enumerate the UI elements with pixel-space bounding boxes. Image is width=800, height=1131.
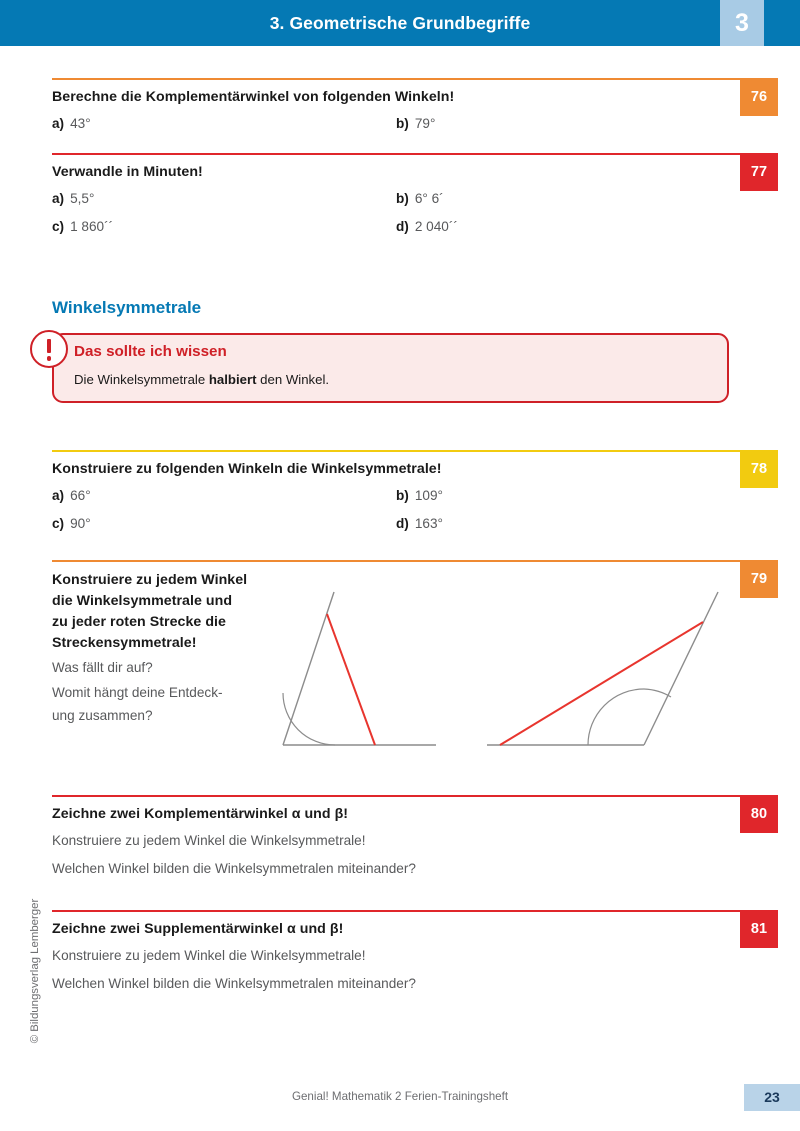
figures-svg [260,575,740,760]
item-value: 163° [414,516,443,531]
exercise-rule [52,910,740,912]
exercise-item [52,488,91,503]
exercise-subtext-line3: ung zusammen? [52,708,153,723]
info-box-title: Das sollte ich wissen [74,343,227,360]
exercise-subtext-line1: Was fällt dir auf? [52,660,153,675]
footer-book-title: Genial! Mathematik 2 Ferien-Trainingsheft [291,1090,509,1103]
exercise-item [396,191,444,206]
obtuse-angle-arc-outer [588,689,644,745]
obtuse-red-segment [500,622,703,745]
item-label: a) [52,488,65,503]
exercise-item [52,116,91,131]
item-label: a) [52,191,65,206]
figure-acute-angle [283,592,436,745]
exercise-title: Zeichne zwei Komplementärwinkel α und β! [52,806,349,822]
exercise-subtext-line2: Welchen Winkel bilden die Winkelsymmetralen miteinander? [52,976,416,991]
exercise-item [396,516,443,531]
exercise-title: Konstruiere zu folgenden Winkeln die Winkelsymmetrale! [52,461,442,477]
item-value: 1 860´´ [70,219,114,234]
item-label: c) [52,516,65,531]
exercise-title-line1: Konstruiere zu jedem Winkel [52,572,248,588]
item-value: 66° [70,488,91,503]
exercise-number-badge: 79 [740,560,778,598]
item-value: 90° [70,516,91,531]
item-label: d) [396,516,409,531]
exclamation-dot [47,356,52,361]
item-label: b) [396,116,409,131]
item-value: 43° [70,116,91,131]
item-label: d) [396,219,409,234]
item-value: 6° 6´ [414,191,444,206]
item-value: 109° [414,488,443,503]
exercise-number-badge: 77 [740,153,778,191]
exercise-item [396,488,443,503]
exercise-rule [52,153,740,155]
item-label: c) [52,219,65,234]
obtuse-angle-arc-end [644,689,671,697]
exercise-rule [52,560,740,562]
item-value: 79° [414,116,436,131]
exercise-subtext-line1: Konstruiere zu jedem Winkel die Winkelsymmetrale! [52,948,366,963]
exercise-item [396,219,458,234]
exercise-title: Zeichne zwei Supplementärwinkel α und β! [52,921,344,937]
exercise-number-badge: 78 [740,450,778,488]
info-text-before: Die Winkelsymmetrale [74,372,209,387]
exercise-number-badge: 76 [740,78,778,116]
exclamation-circle-icon [30,330,68,368]
page-number-badge: 23 [744,1084,800,1111]
exercise-title-line2: die Winkelsymmetrale und [52,593,233,609]
item-value: 2 040´´ [414,219,458,234]
copyright-vertical: © Bildungsverlag Lemberger [29,898,41,1044]
section-heading-winkelsymmetrale: Winkelsymmetrale [52,298,202,317]
exercise-subtext-line2: Womit hängt deine Entdeck- [52,685,223,700]
exercise-number-badge: 81 [740,910,778,948]
exercise-title-line4: Streckensymmetrale! [52,635,197,651]
exercise-subtext-line2: Welchen Winkel bilden die Winkelsymmetralen miteinander? [52,861,416,876]
exercise-item [52,191,94,206]
page-title: 3. Geometrische Grundbegriffe [269,13,531,33]
obtuse-slanted-ray [644,592,718,745]
item-value: 5,5° [70,191,95,206]
exercise-item [396,116,435,131]
item-label: b) [396,488,409,503]
exercise-item [52,219,113,234]
exercise-rule [52,78,740,80]
exercise-title-line3: zu jeder roten Strecke die [52,614,226,630]
exclamation-stroke [47,339,50,353]
exercise-item [52,516,91,531]
info-box-text [74,372,329,387]
exercise-number-badge: 80 [740,795,778,833]
info-text-bold: halbiert [208,372,257,387]
acute-red-segment [327,614,375,745]
exercise-rule [52,795,740,797]
info-box [52,333,729,403]
exercise-title: Berechne die Komplementärwinkel von folgenden Winkeln! [52,89,455,105]
info-text-after: den Winkel. [256,372,330,387]
exercise-title: Verwandle in Minuten! [52,164,203,180]
item-label: b) [396,191,409,206]
item-label: a) [52,116,65,131]
figure-obtuse-angle [487,592,718,745]
exercise-rule [52,450,740,452]
chapter-number-badge: 3 [720,0,764,46]
geometry-figures [260,575,740,760]
acute-angle-arc [283,693,335,745]
exercise-subtext-line1: Konstruiere zu jedem Winkel die Winkelsymmetrale! [52,833,366,848]
